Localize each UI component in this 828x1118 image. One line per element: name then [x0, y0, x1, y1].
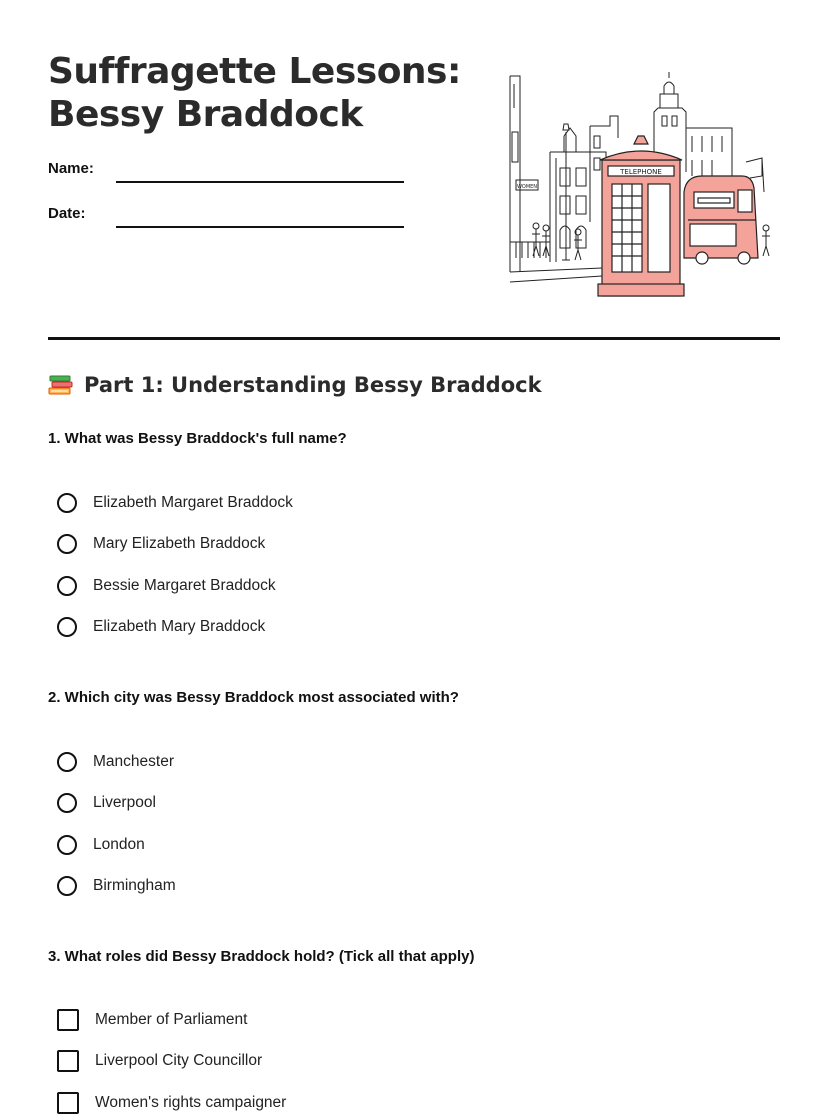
q3-option-b[interactable]	[57, 1048, 262, 1074]
name-field[interactable]	[116, 181, 404, 183]
option-label: Member of Parliament	[95, 1011, 248, 1028]
q2-option-b[interactable]	[57, 790, 156, 816]
radio-button[interactable]	[57, 793, 77, 813]
radio-button[interactable]	[57, 534, 77, 554]
q2-option-c[interactable]	[57, 832, 145, 858]
question-3: 3. What roles did Bessy Braddock hold? (Tick all that apply)	[48, 948, 475, 965]
date-label: Date:	[48, 205, 86, 222]
radio-button[interactable]	[57, 876, 77, 896]
option-label: Birmingham	[93, 877, 176, 894]
q1-option-a[interactable]	[57, 490, 293, 516]
question-2: 2. Which city was Bessy Braddock most associated with?	[48, 689, 459, 706]
books-icon	[48, 372, 74, 398]
radio-button[interactable]	[57, 617, 77, 637]
radio-button[interactable]	[57, 835, 77, 855]
option-label: Bessie Margaret Braddock	[93, 577, 276, 594]
section-divider	[48, 337, 780, 340]
option-label: Liverpool City Councillor	[95, 1052, 263, 1069]
phone-box-sign: TELEPHONE	[620, 168, 662, 176]
option-label: Women's rights campaigner	[95, 1094, 287, 1111]
checkbox[interactable]	[57, 1092, 79, 1114]
q1-option-c[interactable]	[57, 573, 276, 599]
radio-button[interactable]	[57, 576, 77, 596]
option-label: Liverpool	[93, 794, 156, 811]
option-label: Elizabeth Margaret Braddock	[93, 494, 293, 511]
option-label: Manchester	[93, 753, 174, 770]
checkbox[interactable]	[57, 1050, 79, 1072]
page-title	[48, 50, 468, 136]
question-1: 1. What was Bessy Braddock's full name?	[48, 430, 347, 447]
london-street-illustration	[506, 72, 784, 300]
title-line-1: Suffragette Lessons:	[48, 51, 461, 92]
date-field[interactable]	[116, 226, 404, 228]
name-label: Name:	[48, 160, 94, 177]
title-line-2: Bessy Braddock	[48, 94, 363, 135]
part-1-heading-text: Part 1: Understanding Bessy Braddock	[84, 373, 542, 397]
q2-option-a[interactable]	[57, 749, 174, 775]
q3-option-c[interactable]	[57, 1090, 286, 1116]
q2-option-d[interactable]	[57, 873, 176, 899]
option-label: Mary Elizabeth Braddock	[93, 535, 266, 552]
checkbox[interactable]	[57, 1009, 79, 1031]
shop-sign-text: WOMEN	[516, 184, 538, 190]
option-label: Elizabeth Mary Braddock	[93, 618, 266, 635]
q1-option-d[interactable]	[57, 614, 265, 640]
q3-option-a[interactable]	[57, 1007, 247, 1033]
option-label: London	[93, 836, 145, 853]
radio-button[interactable]	[57, 752, 77, 772]
radio-button[interactable]	[57, 493, 77, 513]
q1-option-b[interactable]	[57, 531, 265, 557]
part-1-heading	[48, 372, 542, 398]
